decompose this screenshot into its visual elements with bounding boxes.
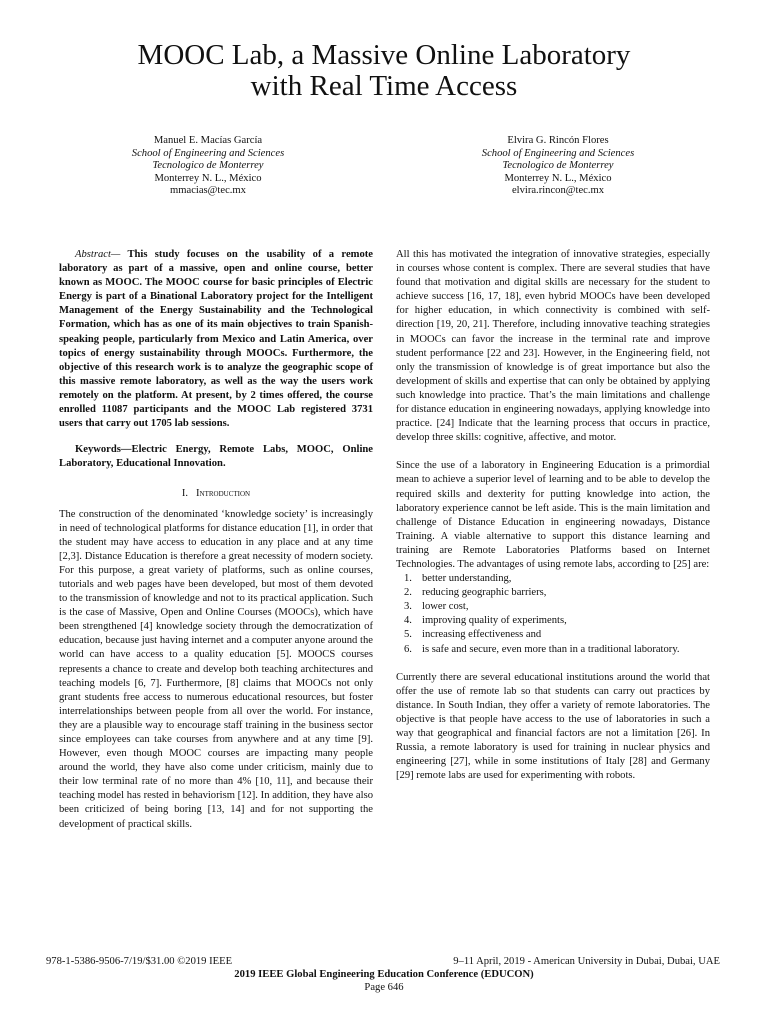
author-institution: Tecnologico de Monterrey [502,160,614,172]
author-block-2 [408,135,708,198]
list-item: 2. reducing geographic barriers, [404,587,547,599]
list-item: 3. lower cost, [404,601,469,613]
author-school: School of Engineering and Sciences [131,147,285,159]
abstract [59,248,373,431]
title-line-2: with Real Time Access [250,70,518,102]
author-institution: Tecnologico de Monterrey [152,160,264,172]
author-location: Monterrey N. L., México [154,172,262,184]
body-paragraph-2: Since the use of a laboratory in Engineering Education is a primordial mean to achieve a superior level of learning and to be able to develop the required skills and dexterity for putting knowledge into action, the laboratory experience cannot be left aside. This is the main limitation and challenge of Distance Education in engineering nowadays, Distance Training. A viable alternative to support this distance learning and training are Remote Laboratories Platforms based on Internet Technologies. The advantages of using remote labs, according to [25] are: [396,460,710,570]
footer-page-number: Page 646 [364,982,404,993]
advantages-list [396,572,710,657]
body-paragraph-1: All this has motivated the integration of innovative strategies, especially in courses whose content is complex. There are several studies that have found that motivation and digital skills are necessary for the student to achieve success [16, 17, 18], even hybrid MOOCs have been developed for higher education, in which connectivity is combined with self-direction [19, 20, 21]. Therefore, including innovative teaching strategies in MOOCs can favor the increase in the terminal rate and improve student performance [22 and 23]. However, in the Engineering field, not only the transmission of knowledge is of great importance but also the development of skills and expertise that can only be obtained by applying such knowledge into practice. That’s the main limitations and challenge for distance education in engineering nowadays, applying knowledge into practice. [24] Indicate that the learning process that occurs in practice, develop three skills: cognitive, affective, and motor. [396,249,710,444]
abstract-lead: Abstract— [75,249,121,260]
author-email: mmacias@tec.mx [170,185,246,197]
intro-paragraph: The construction of the denominated ‘knowledge society’ is increasingly in need of technological platforms for distance education [1], in order that the student may have access to education in any place and at any time [2,3]. Distance Education is therefore a great necessity of modern society. For this purpose, a great variety of platforms, such as online courses, tutorials and web pages have been developed, but most of them devoted to the transmission of knowledge and not to its practical application. Such is the case of Massive, Open and Online Courses (MOOCs), which have been strengthened [4] knowledge society through the democratization of education, because just having internet and a computer anyone around the world can have access to a quality education [5]. MOOCS courses represents a chance to create and develop both teaching architectures and teaching models [6, 7]. Furthermore, [8] claims that MOOCs not only grant students free access to numerous educational resources, but foster interrelationships between people from all over the world. For instance, they are a plausible way to encourage staff training in the business sector since employees can take courses from anywhere and at any time [9]. However, even though MOOC courses are impacting many people around the world, they have also come under criticism, mainly due to their low terminal rate of no more than 4% [10, 11], and because their teaching model has rested in behaviorism [12]. In addition, they have also been criticized of being boring [13, 14] and for not supporting the development of practical skills. [59,508,373,830]
list-item: 5. increasing effectiveness and [404,629,542,641]
list-item: 1. better understanding, [404,573,512,585]
author-block-1 [58,135,358,198]
section-title: Introduction [196,488,251,500]
abstract-text: This study focuses on the usability of a remote laboratory as part of a massive, open and online course, better known as MOOC. The MOOC course for basic principles of Electric Energy is part of a Binational Laboratory project for the Intelligent Management of the Energy Sustainability and the Technological Formation, which has as one of its main objectives to train Spanish-speaking people, particularly from Mexico and Latin America, over topics of energy sustainability through MOOCs. Furthermore, the objective of this research work is to analyze the geographic scope of this massive remote laboratory, as well as the way the users work remotely on the platform. At present, by 2 times offered, the course enrolled 11087 participants and the MOOC Lab registered 3731 users that carry out 1705 lab sessions. [59,249,373,430]
footer-isbn: 978-1-5386-9506-7/19/$31.00 ©2019 IEEE [46,956,233,967]
list-item: 6. is safe and secure, even more than in a traditional laboratory. [404,643,680,655]
right-column [396,248,710,783]
author-email: elvira.rincon@tec.mx [511,185,605,197]
section-numeral: I. [181,488,189,500]
paper-title [60,40,708,102]
list-item: 4. improving quality of experiments, [404,615,567,627]
author-name: Elvira G. Rincón Flores [507,135,609,146]
footer-venue: 9–11 April, 2019 - American University in Dubai, Dubai, UAE [453,956,720,967]
title-line-1: MOOC Lab, a Massive Online Laboratory [137,39,631,71]
left-column [59,248,373,832]
author-name: Manuel E. Macías García [153,135,263,146]
section-heading-introduction [59,487,373,501]
keywords: Keywords—Electric Energy, Remote Labs, MOOC, Online Laboratory, Educational Innovation. [59,444,373,470]
footer-conference: 2019 IEEE Global Engineering Education Conference (EDUCON) [234,969,534,980]
author-location: Monterrey N. L., México [504,172,612,184]
body-paragraph-3: Currently there are several educational institutions around the world that offer the use of remote lab so that students can carry out practices by distance. In South Indian, they offer a variety of remote laboratories. The objective is that people have access to the use of laboratories in such a way that geographical and financial factors are not a limitation [26]. In Russia, a remote laboratory is used for training in nuclear physics and engineering [27], while in some institutions of Italy [28] and Germany [29] remote labs are used for experimenting with robots. [396,671,710,782]
author-school: School of Engineering and Sciences [481,147,635,159]
